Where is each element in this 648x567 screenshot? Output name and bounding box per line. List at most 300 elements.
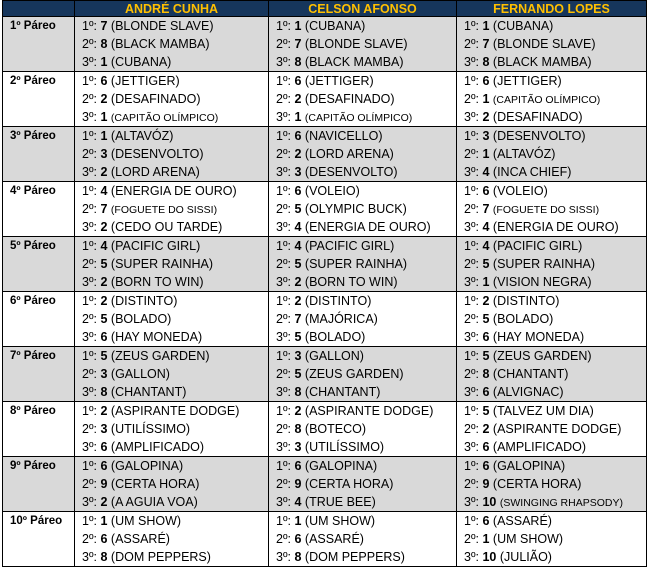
horse-number: 3: [100, 367, 108, 381]
horse-name: (MAJÓRICA): [304, 312, 378, 326]
horse-number: 8: [482, 367, 490, 381]
horse-name: (CHANTANT): [492, 367, 569, 381]
horse-number: 6: [294, 74, 302, 88]
pick-line: [464, 493, 646, 511]
pick-position: 2º:: [276, 92, 291, 106]
pick-line: [276, 255, 456, 273]
horse-number: 2: [482, 422, 490, 436]
pick-position: 2º:: [464, 37, 479, 51]
horse-name: (AMPLIFICADO): [492, 440, 586, 454]
horse-name: (FOGUETE DO SISSI): [492, 204, 600, 216]
horse-number: 2: [294, 404, 302, 418]
pick-line: [276, 90, 456, 108]
horse-number: 6: [100, 459, 108, 473]
race-row: [3, 292, 647, 347]
horse-number: 6: [482, 459, 490, 473]
horse-number: 8: [294, 422, 302, 436]
pick-line: [82, 237, 268, 255]
horse-number: 5: [482, 349, 490, 363]
horse-name: (ZEUS GARDEN): [492, 349, 592, 363]
horse-name: (DOM PEPPERS): [304, 550, 405, 564]
pick-line: [464, 457, 646, 475]
pick-line: [276, 457, 456, 475]
pick-position: 3º:: [82, 220, 97, 234]
horse-number: 2: [100, 294, 108, 308]
horse-name: (CERTA HORA): [110, 477, 200, 491]
horse-name: (SUPER RAINHA): [492, 257, 596, 271]
horse-name: (CEDO OU TARDE): [110, 220, 223, 234]
horse-name: (TALVEZ UM DIA): [492, 404, 594, 418]
horse-name: (DISTINTO): [304, 294, 372, 308]
horse-number: 8: [294, 55, 302, 69]
race-row: [3, 347, 647, 402]
horse-number: 8: [100, 385, 108, 399]
horse-number: 4: [100, 184, 108, 198]
pick-position: 1º:: [276, 19, 291, 33]
pick-line: [464, 512, 646, 530]
horse-name: (ENERGIA DE OURO): [304, 220, 431, 234]
horse-name: (JETTIGER): [492, 74, 562, 88]
pick-position: 3º:: [276, 385, 291, 399]
race-label: 3º Páreo: [3, 127, 75, 182]
horse-number: 6: [100, 440, 108, 454]
pick-position: 1º:: [82, 349, 97, 363]
pick-position: 1º:: [276, 404, 291, 418]
pick-line: [464, 548, 646, 566]
pick-line: [276, 163, 456, 181]
pick-line: [276, 17, 456, 35]
horse-number: 10: [482, 550, 497, 564]
horse-name: (GALOPINA): [492, 459, 566, 473]
horse-number: 2: [100, 404, 108, 418]
pick-position: 3º:: [464, 495, 479, 509]
picks-celson-afonso: [269, 182, 457, 237]
pick-line: [276, 328, 456, 346]
horse-number: 6: [482, 74, 490, 88]
pick-line: [464, 145, 646, 163]
picks-fernando-lopes: [457, 292, 647, 347]
pick-position: 3º:: [276, 495, 291, 509]
pick-position: 3º:: [82, 110, 97, 124]
pick-line: [82, 292, 268, 310]
horse-name: (ENERGIA DE OURO): [492, 220, 619, 234]
pick-line: [276, 237, 456, 255]
horse-number: 3: [294, 440, 302, 454]
race-row: [3, 237, 647, 292]
horse-number: 2: [100, 165, 108, 179]
horse-name: (DISTINTO): [492, 294, 560, 308]
horse-number: 6: [100, 532, 108, 546]
pick-position: 1º:: [464, 184, 479, 198]
picks-celson-afonso: [269, 292, 457, 347]
horse-name: (CAPITÃO OLÍMPICO): [304, 112, 413, 124]
pick-line: [464, 420, 646, 438]
horse-number: 4: [100, 239, 108, 253]
horse-name: (VISION NEGRA): [492, 275, 592, 289]
horse-number: 9: [294, 477, 302, 491]
pick-position: 3º:: [464, 550, 479, 564]
picks-andre-cunha: [75, 402, 269, 457]
horse-number: 8: [294, 385, 302, 399]
pick-position: 2º:: [464, 147, 479, 161]
pick-position: 1º:: [82, 19, 97, 33]
horse-number: 5: [294, 202, 302, 216]
pick-position: 1º:: [464, 514, 479, 528]
pick-position: 2º:: [464, 532, 479, 546]
pick-position: 2º:: [464, 422, 479, 436]
horse-name: (FOGUETE DO SISSI): [110, 204, 218, 216]
pick-line: [276, 35, 456, 53]
picks-celson-afonso: [269, 127, 457, 182]
pick-line: [276, 292, 456, 310]
horse-name: (UM SHOW): [110, 514, 182, 528]
pick-line: [82, 17, 268, 35]
pick-line: [82, 365, 268, 383]
pick-position: 1º:: [464, 74, 479, 88]
pick-position: 1º:: [464, 239, 479, 253]
pick-position: 3º:: [82, 275, 97, 289]
header-fernando-lopes: FERNANDO LOPES: [457, 1, 647, 17]
horse-number: 5: [100, 257, 108, 271]
horse-number: 1: [482, 92, 490, 106]
pick-line: [276, 548, 456, 566]
pick-position: 3º:: [464, 220, 479, 234]
race-row: [3, 127, 647, 182]
pick-line: [276, 218, 456, 236]
picks-fernando-lopes: [457, 237, 647, 292]
race-row: [3, 402, 647, 457]
horse-number: 8: [100, 550, 108, 564]
horse-name: (ALTAVÓZ): [492, 147, 556, 161]
pick-line: [276, 402, 456, 420]
race-row: [3, 512, 647, 567]
horse-number: 9: [482, 477, 490, 491]
horse-name: (CAPITÃO OLÍMPICO): [492, 94, 601, 106]
race-label: 8º Páreo: [3, 402, 75, 457]
horse-name: (JULIÃO): [499, 550, 552, 564]
horse-number: 2: [294, 92, 302, 106]
horse-number: 2: [100, 220, 108, 234]
horse-name: (A AGUIA VOA): [110, 495, 198, 509]
horse-name: (BLACK MAMBA): [110, 37, 210, 51]
pick-line: [82, 475, 268, 493]
horse-number: 7: [100, 19, 108, 33]
pick-line: [276, 53, 456, 71]
pick-position: 3º:: [82, 385, 97, 399]
pick-position: 3º:: [276, 165, 291, 179]
horse-number: 1: [100, 55, 108, 69]
horse-number: 1: [482, 147, 490, 161]
horse-number: 6: [482, 385, 490, 399]
horse-name: (BOTECO): [304, 422, 367, 436]
pick-line: [464, 200, 646, 218]
pick-line: [464, 35, 646, 53]
pick-line: [464, 273, 646, 291]
race-row: [3, 457, 647, 512]
horse-number: 2: [482, 294, 490, 308]
horse-number: 5: [294, 257, 302, 271]
header-andre-cunha: ANDRÉ CUNHA: [75, 1, 269, 17]
horse-name: (HAY MONEDA): [492, 330, 585, 344]
race-label: 4º Páreo: [3, 182, 75, 237]
pick-position: 2º:: [82, 477, 97, 491]
horse-number: 1: [482, 275, 490, 289]
pick-position: 3º:: [464, 110, 479, 124]
pick-line: [276, 383, 456, 401]
pick-line: [464, 90, 646, 108]
pick-position: 2º:: [276, 312, 291, 326]
horse-name: (CHANTANT): [110, 385, 187, 399]
horse-number: 5: [100, 312, 108, 326]
race-label: 5º Páreo: [3, 237, 75, 292]
pick-line: [464, 292, 646, 310]
pick-position: 1º:: [276, 239, 291, 253]
horse-number: 2: [482, 110, 490, 124]
pick-line: [276, 512, 456, 530]
picks-andre-cunha: [75, 72, 269, 127]
pick-line: [82, 383, 268, 401]
picks-celson-afonso: [269, 72, 457, 127]
pick-line: [464, 347, 646, 365]
pick-line: [276, 493, 456, 511]
pick-line: [464, 402, 646, 420]
pick-position: 3º:: [276, 550, 291, 564]
race-row: [3, 72, 647, 127]
pick-position: 3º:: [276, 330, 291, 344]
picks-fernando-lopes: [457, 347, 647, 402]
horse-name: (DESAFINADO): [492, 110, 583, 124]
horse-name: (BLACK MAMBA): [492, 55, 592, 69]
pick-line: [276, 365, 456, 383]
pick-position: 1º:: [82, 74, 97, 88]
horse-name: (GALOPINA): [110, 459, 184, 473]
horse-name: (CUBANA): [304, 19, 366, 33]
pick-line: [82, 530, 268, 548]
horse-name: (ZEUS GARDEN): [304, 367, 404, 381]
pick-line: [82, 512, 268, 530]
pick-line: [464, 108, 646, 126]
pick-position: 3º:: [82, 165, 97, 179]
pick-line: [82, 310, 268, 328]
horse-number: 6: [482, 514, 490, 528]
pick-position: 2º:: [464, 257, 479, 271]
horse-name: (BOLADO): [304, 330, 366, 344]
picks-celson-afonso: [269, 17, 457, 72]
pick-position: 2º:: [82, 312, 97, 326]
picks-celson-afonso: [269, 347, 457, 402]
picks-andre-cunha: [75, 182, 269, 237]
horse-number: 6: [482, 184, 490, 198]
horse-name: (BOLADO): [110, 312, 172, 326]
pick-position: 1º:: [82, 459, 97, 473]
race-label: 6º Páreo: [3, 292, 75, 347]
horse-name: (INCA CHIEF): [492, 165, 572, 179]
pick-position: 3º:: [82, 330, 97, 344]
horse-name: (GALLON): [110, 367, 170, 381]
horse-name: (PACIFIC GIRL): [110, 239, 201, 253]
pick-position: 1º:: [276, 514, 291, 528]
pick-line: [276, 347, 456, 365]
pick-line: [276, 475, 456, 493]
pick-line: [82, 218, 268, 236]
race-row: [3, 17, 647, 72]
horse-name: (UM SHOW): [492, 532, 564, 546]
race-label: 10º Páreo: [3, 512, 75, 567]
pick-position: 2º:: [82, 532, 97, 546]
picks-celson-afonso: [269, 457, 457, 512]
horse-name: (ASPIRANTE DODGE): [492, 422, 622, 436]
horse-number: 3: [294, 349, 302, 363]
horse-name: (DESAFINADO): [110, 92, 201, 106]
pick-position: 3º:: [82, 495, 97, 509]
pick-line: [276, 145, 456, 163]
picks-andre-cunha: [75, 457, 269, 512]
horse-number: 8: [100, 37, 108, 51]
pick-line: [464, 383, 646, 401]
horse-number: 7: [482, 37, 490, 51]
horse-number: 4: [294, 220, 302, 234]
picks-fernando-lopes: [457, 182, 647, 237]
pick-line: [82, 457, 268, 475]
horse-name: (DESAFINADO): [304, 92, 395, 106]
pick-position: 2º:: [82, 147, 97, 161]
horse-number: 8: [482, 55, 490, 69]
horse-number: 2: [100, 275, 108, 289]
horse-number: 7: [100, 202, 108, 216]
pick-line: [464, 163, 646, 181]
race-label: 7º Páreo: [3, 347, 75, 402]
horse-name: (DESENVOLTO): [304, 165, 398, 179]
pick-line: [464, 127, 646, 145]
horse-name: (GALLON): [304, 349, 364, 363]
picks-andre-cunha: [75, 347, 269, 402]
horse-name: (CUBANA): [110, 55, 172, 69]
picks-fernando-lopes: [457, 127, 647, 182]
horse-number: 5: [482, 312, 490, 326]
pick-line: [82, 108, 268, 126]
picks-fernando-lopes: [457, 457, 647, 512]
picks-andre-cunha: [75, 127, 269, 182]
pick-line: [464, 310, 646, 328]
pick-position: 2º:: [82, 367, 97, 381]
pick-position: 1º:: [464, 129, 479, 143]
horse-name: (BLONDE SLAVE): [492, 37, 596, 51]
header-row: [3, 1, 647, 17]
pick-position: 2º:: [464, 367, 479, 381]
pick-position: 3º:: [276, 110, 291, 124]
pick-line: [82, 72, 268, 90]
race-label: 1º Páreo: [3, 17, 75, 72]
pick-line: [82, 347, 268, 365]
pick-line: [82, 273, 268, 291]
horse-number: 3: [482, 129, 490, 143]
pick-line: [82, 145, 268, 163]
picks-celson-afonso: [269, 402, 457, 457]
pick-line: [276, 273, 456, 291]
horse-number: 6: [294, 459, 302, 473]
pick-line: [82, 127, 268, 145]
pick-line: [82, 328, 268, 346]
horse-name: (DESENVOLTO): [110, 147, 204, 161]
horse-name: (ZEUS GARDEN): [110, 349, 210, 363]
race-row: [3, 182, 647, 237]
pick-position: 3º:: [464, 275, 479, 289]
horse-name: (HAY MONEDA): [110, 330, 203, 344]
horse-number: 1: [482, 532, 490, 546]
header-race: [3, 1, 75, 17]
pick-line: [276, 72, 456, 90]
pick-position: 2º:: [276, 257, 291, 271]
pick-position: 2º:: [464, 477, 479, 491]
horse-number: 5: [294, 330, 302, 344]
pick-position: 2º:: [276, 367, 291, 381]
horse-name: (CUBANA): [492, 19, 554, 33]
pick-line: [276, 108, 456, 126]
horse-name: (UTILÍSSIMO): [304, 440, 385, 454]
horse-name: (ALVIGNAC): [492, 385, 564, 399]
horse-number: 6: [294, 532, 302, 546]
horse-number: 4: [294, 495, 302, 509]
horse-name: (SWINGING RHAPSODY): [499, 497, 623, 509]
picks-andre-cunha: [75, 17, 269, 72]
picks-celson-afonso: [269, 237, 457, 292]
picks-fernando-lopes: [457, 72, 647, 127]
horse-number: 7: [294, 37, 302, 51]
picks-fernando-lopes: [457, 17, 647, 72]
pick-position: 1º:: [276, 459, 291, 473]
pick-position: 3º:: [82, 55, 97, 69]
horse-name: (BLONDE SLAVE): [110, 19, 214, 33]
pick-position: 2º:: [464, 202, 479, 216]
pick-position: 3º:: [464, 55, 479, 69]
pick-position: 2º:: [82, 257, 97, 271]
horse-name: (AMPLIFICADO): [110, 440, 204, 454]
pick-line: [276, 310, 456, 328]
horse-name: (NAVICELLO): [304, 129, 383, 143]
horse-number: 7: [482, 202, 490, 216]
pick-position: 1º:: [82, 129, 97, 143]
pick-line: [464, 438, 646, 456]
horse-number: 1: [294, 514, 302, 528]
horse-number: 4: [482, 220, 490, 234]
pick-position: 1º:: [82, 514, 97, 528]
pick-position: 1º:: [276, 184, 291, 198]
pick-position: 2º:: [276, 532, 291, 546]
pick-position: 3º:: [464, 330, 479, 344]
picks-fernando-lopes: [457, 512, 647, 567]
horse-name: (OLYMPIC BUCK): [304, 202, 407, 216]
pick-line: [464, 328, 646, 346]
horse-number: 3: [100, 422, 108, 436]
horse-number: 1: [482, 19, 490, 33]
pick-position: 1º:: [464, 294, 479, 308]
pick-line: [276, 420, 456, 438]
pick-line: [276, 127, 456, 145]
pick-position: 2º:: [276, 422, 291, 436]
horse-name: (DOM PEPPERS): [110, 550, 211, 564]
horse-name: (BLONDE SLAVE): [304, 37, 408, 51]
pick-position: 1º:: [464, 404, 479, 418]
horse-number: 4: [294, 239, 302, 253]
horse-number: 6: [294, 184, 302, 198]
picks-andre-cunha: [75, 237, 269, 292]
horse-number: 5: [100, 349, 108, 363]
pick-position: 1º:: [82, 294, 97, 308]
pick-line: [464, 255, 646, 273]
horse-name: (SUPER RAINHA): [110, 257, 214, 271]
pick-position: 2º:: [464, 312, 479, 326]
horse-name: (ENERGIA DE OURO): [110, 184, 237, 198]
